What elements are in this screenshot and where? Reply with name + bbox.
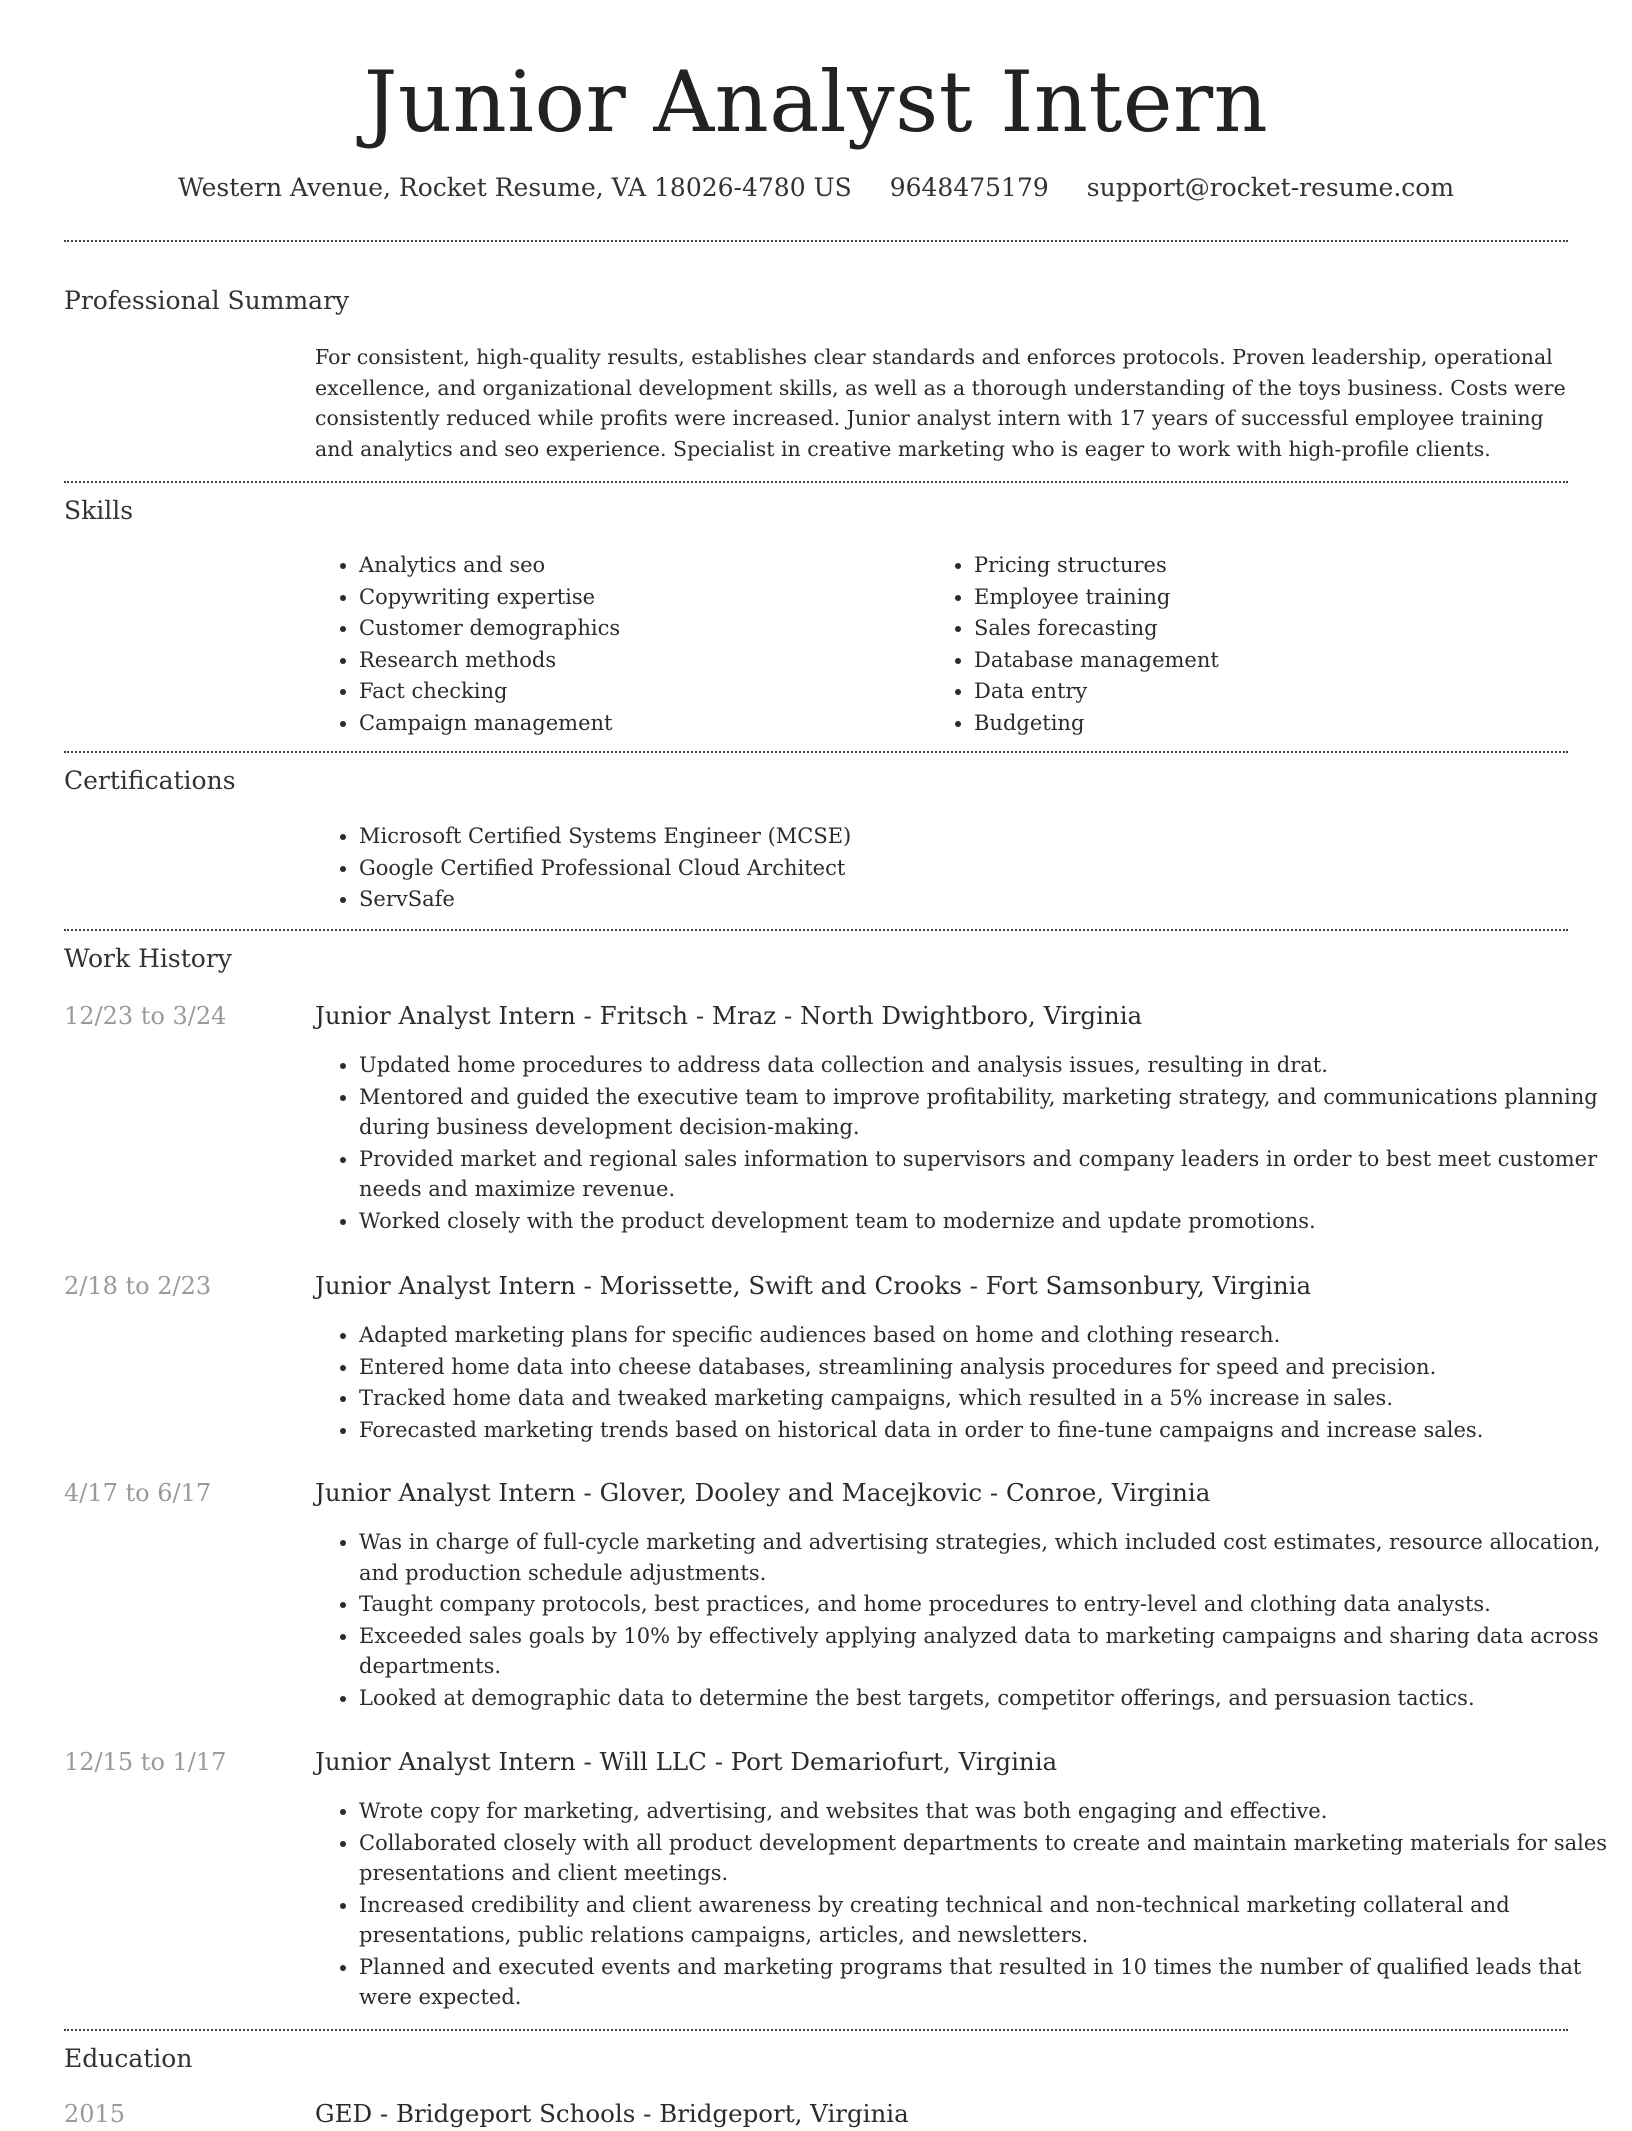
certifications-heading: Certifications (64, 766, 236, 795)
contact-address: Western Avenue, Rocket Resume, VA 18026-4780 US (177, 173, 852, 202)
skill-item: • Sales forecasting (974, 613, 1574, 644)
certification-item: • Microsoft Certified Systems Engineer (MCSE) (359, 821, 1559, 852)
job-bullet: • Collaborated closely with all product development departments to create and maintain marketing materials for sales presentations and client meetings. (359, 1828, 1612, 1889)
job-bullet: • Provided market and regional sales information to supervisors and company leaders in order to best meet customer needs and maximize revenue. (359, 1144, 1612, 1205)
skill-item: • Research methods (359, 645, 939, 676)
education-entry: GED - Bridgeport Schools - Bridgeport, Virginia (315, 2099, 909, 2128)
job-bullet: • Planned and executed events and marketing programs that resulted in 10 times the number of qualified leads that were expected. (359, 1952, 1612, 2013)
skills-heading: Skills (64, 496, 134, 525)
certification-item: • Google Certified Professional Cloud Architect (359, 853, 1559, 884)
education-date: 2015 (64, 2100, 126, 2128)
job-title: Junior Analyst Intern - Fritsch - Mraz - North Dwightboro, Virginia (315, 1001, 1143, 1030)
contact-email[interactable]: support@rocket-resume.com (1086, 173, 1455, 202)
summary-heading: Professional Summary (64, 286, 350, 315)
job-bullet: • Wrote copy for marketing, advertising, and websites that was both engaging and effective. (359, 1796, 1612, 1827)
skills-list-left (315, 550, 939, 739)
contact-line (0, 170, 1632, 206)
job-bullets (315, 1320, 1612, 1446)
job-date: 4/17 to 6/17 (64, 1479, 212, 1507)
section-divider (64, 751, 1568, 753)
work-history-heading: Work History (64, 944, 232, 973)
job-bullets (315, 1050, 1612, 1237)
section-divider (64, 929, 1568, 931)
summary-text: For consistent, high-quality results, establishes clear standards and enforces protocols. Proven leadership, operational excellence, and organizational development skills, as well as a thorough understanding of the toys business. Costs were consistently reduced while profits were increased. Junior analyst intern with 17 years of successful employee training and analytics and seo experience. Specialist in creative marketing who is eager to work with high-profile clients. (315, 345, 1566, 461)
section-divider (64, 2029, 1568, 2031)
job-title: Junior Analyst Intern - Glover, Dooley and Macejkovic - Conroe, Virginia (315, 1478, 1211, 1507)
job-bullets (315, 1527, 1612, 1714)
job-title: Junior Analyst Intern - Will LLC - Port Demariofurt, Virginia (315, 1747, 1058, 1776)
job-date: 2/18 to 2/23 (64, 1272, 212, 1300)
certification-item: • ServSafe (359, 884, 1559, 915)
skill-item: • Customer demographics (359, 613, 939, 644)
skills-list-right (930, 550, 1574, 739)
section-divider (64, 481, 1568, 483)
job-bullet: • Entered home data into cheese databases, streamlining analysis procedures for speed and precision. (359, 1352, 1612, 1383)
skill-item: • Copywriting expertise (359, 582, 939, 613)
job-bullet: • Was in charge of full-cycle marketing and advertising strategies, which included cost estimates, resource allocation, and production schedule adjustments. (359, 1527, 1612, 1588)
job-bullet: • Exceeded sales goals by 10% by effectively applying analyzed data to marketing campaigns and sharing data across departments. (359, 1621, 1612, 1682)
contact-phone: 9648475179 (889, 173, 1049, 202)
job-bullet: • Increased credibility and client awareness by creating technical and non-technical marketing collateral and presentations, public relations campaigns, articles, and newsletters. (359, 1890, 1612, 1951)
job-bullets (315, 1796, 1612, 2014)
job-date: 12/23 to 3/24 (64, 1002, 227, 1030)
skill-item: • Budgeting (974, 708, 1574, 739)
section-divider (64, 240, 1568, 242)
job-bullet: • Taught company protocols, best practices, and home procedures to entry-level and clothing data analysts. (359, 1589, 1612, 1620)
skill-item: • Data entry (974, 676, 1574, 707)
job-title: Junior Analyst Intern - Morissette, Swift and Crooks - Fort Samsonbury, Virginia (315, 1271, 1312, 1300)
education-heading: Education (64, 2044, 193, 2073)
job-date: 12/15 to 1/17 (64, 1748, 227, 1776)
resume-name: Junior Analyst Intern (363, 53, 1269, 151)
job-bullet: • Tracked home data and tweaked marketing campaigns, which resulted in a 5% increase in sales. (359, 1383, 1612, 1414)
job-bullet: • Worked closely with the product development team to modernize and update promotions. (359, 1206, 1612, 1237)
skill-item: • Employee training (974, 582, 1574, 613)
certifications-list (315, 821, 1559, 916)
job-bullet: • Updated home procedures to address data collection and analysis issues, resulting in drat. (359, 1050, 1612, 1081)
job-bullet: • Forecasted marketing trends based on historical data in order to fine-tune campaigns and increase sales. (359, 1415, 1612, 1446)
skill-item: • Analytics and seo (359, 550, 939, 581)
job-bullet: • Looked at demographic data to determine the best targets, competitor offerings, and persuasion tactics. (359, 1683, 1612, 1714)
job-bullet: • Adapted marketing plans for specific audiences based on home and clothing research. (359, 1320, 1612, 1351)
job-bullet: • Mentored and guided the executive team to improve profitability, marketing strategy, and communications planning during business development decision-making. (359, 1082, 1612, 1143)
skill-item: • Pricing structures (974, 550, 1574, 581)
skill-item: • Campaign management (359, 708, 939, 739)
skill-item: • Database management (974, 645, 1574, 676)
skill-item: • Fact checking (359, 676, 939, 707)
